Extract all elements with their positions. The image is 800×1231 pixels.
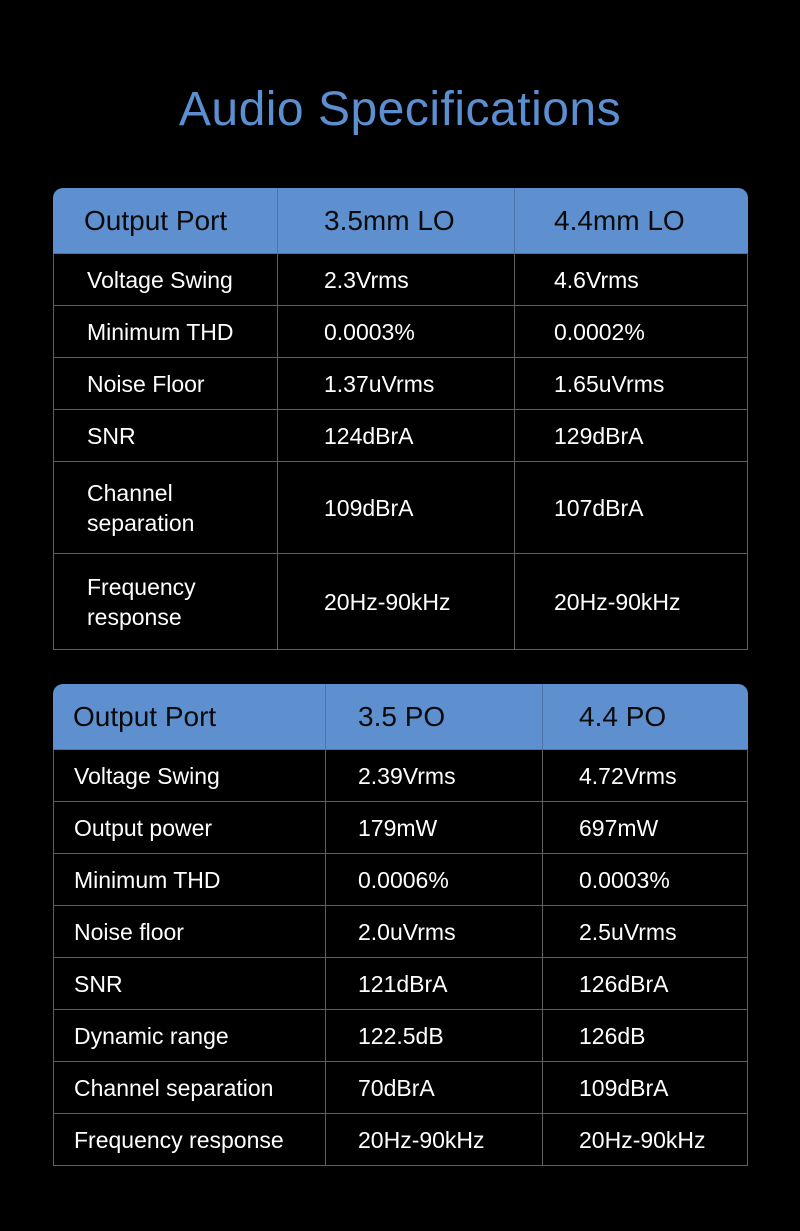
value-4-4-po: 4.72Vrms (543, 750, 748, 802)
value-4-4-po: 126dB (543, 1010, 748, 1062)
table-row (53, 410, 748, 462)
header-4-4mm-lo: 4.4mm LO (515, 188, 748, 254)
table-row (53, 906, 748, 958)
value-4-4-po: 20Hz-90kHz (543, 1114, 748, 1166)
value-3-5mm: 0.0003% (278, 306, 515, 358)
table-row (53, 854, 748, 906)
row-label: SNR (53, 410, 278, 462)
row-label: Voltage Swing (53, 254, 278, 306)
value-3-5mm: 109dBrA (278, 462, 515, 554)
header-3-5-po: 3.5 PO (326, 684, 543, 750)
value-3-5-po: 2.39Vrms (326, 750, 543, 802)
value-4-4-po: 126dBrA (543, 958, 748, 1010)
row-label (53, 462, 278, 554)
table-row (53, 1010, 748, 1062)
row-label-line: response (87, 603, 182, 630)
table-row (53, 254, 748, 306)
table-row (53, 750, 748, 802)
value-3-5mm: 124dBrA (278, 410, 515, 462)
row-label: Dynamic range (53, 1010, 326, 1062)
row-label (53, 554, 278, 650)
row-label-line: Channel (87, 479, 173, 506)
value-4-4mm: 4.6Vrms (515, 254, 748, 306)
table-row (53, 802, 748, 854)
table-row (53, 1114, 748, 1166)
row-label: Channel separation (53, 1062, 326, 1114)
value-4-4-po: 2.5uVrms (543, 906, 748, 958)
value-3-5mm: 1.37uVrms (278, 358, 515, 410)
value-3-5-po: 0.0006% (326, 854, 543, 906)
table-row (53, 554, 748, 650)
line-out-spec-table (53, 188, 748, 650)
value-4-4mm: 1.65uVrms (515, 358, 748, 410)
header-3-5mm-lo: 3.5mm LO (278, 188, 515, 254)
table-header-row (53, 188, 748, 254)
row-label: Output power (53, 802, 326, 854)
header-output-port: Output Port (53, 684, 326, 750)
header-output-port: Output Port (53, 188, 278, 254)
row-label: Noise floor (53, 906, 326, 958)
value-4-4-po: 0.0003% (543, 854, 748, 906)
row-label: SNR (53, 958, 326, 1010)
value-3-5mm: 20Hz-90kHz (278, 554, 515, 650)
row-label-line: Frequency (87, 573, 196, 600)
value-3-5-po: 121dBrA (326, 958, 543, 1010)
row-label: Noise Floor (53, 358, 278, 410)
value-4-4mm: 0.0002% (515, 306, 748, 358)
value-3-5-po: 179mW (326, 802, 543, 854)
value-4-4mm: 129dBrA (515, 410, 748, 462)
value-3-5-po: 122.5dB (326, 1010, 543, 1062)
value-4-4-po: 109dBrA (543, 1062, 748, 1114)
value-4-4mm: 20Hz-90kHz (515, 554, 748, 650)
table-row (53, 958, 748, 1010)
row-label: Voltage Swing (53, 750, 326, 802)
value-3-5-po: 2.0uVrms (326, 906, 543, 958)
row-label-line: separation (87, 509, 195, 536)
table-row (53, 306, 748, 358)
header-4-4-po: 4.4 PO (543, 684, 748, 750)
table-row (53, 358, 748, 410)
value-3-5-po: 20Hz-90kHz (326, 1114, 543, 1166)
value-4-4mm: 107dBrA (515, 462, 748, 554)
table-row (53, 462, 748, 554)
row-label: Minimum THD (53, 306, 278, 358)
row-label: Minimum THD (53, 854, 326, 906)
row-label: Frequency response (53, 1114, 326, 1166)
value-3-5-po: 70dBrA (326, 1062, 543, 1114)
page-title: Audio Specifications (178, 83, 622, 136)
value-4-4-po: 697mW (543, 802, 748, 854)
table-row (53, 1062, 748, 1114)
value-3-5mm: 2.3Vrms (278, 254, 515, 306)
phone-out-spec-table (53, 684, 748, 1166)
table-header-row (53, 684, 748, 750)
